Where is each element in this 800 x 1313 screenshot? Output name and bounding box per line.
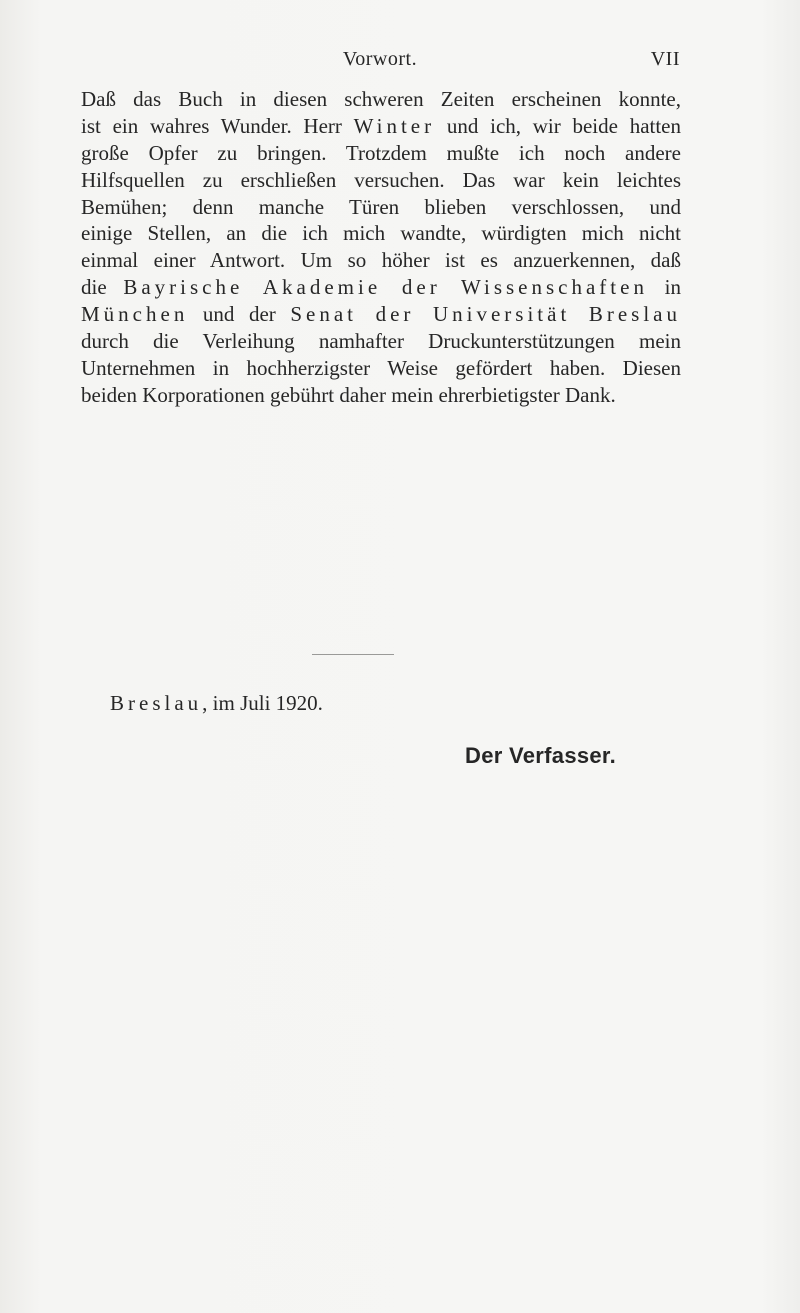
text-line: Bemühen; denn manche Türen blieben verschlossen, und xyxy=(81,194,681,219)
signature: Der Verfasser. xyxy=(465,743,616,768)
page-number: VII xyxy=(650,48,680,70)
text-line: ist ein wahres Wunder. Herr Winter und ich, wir beide hatten xyxy=(81,113,682,138)
text-line: Unternehmen in hochherzigster Weise gefördert haben. Diesen xyxy=(81,355,681,380)
text-line: einmal einer Antwort. Um so höher ist es anzuerkennen, daß xyxy=(81,248,681,273)
divider-rule xyxy=(312,654,394,655)
spaced-name-akademie: Bayrische Akademie der Wissenschaften xyxy=(123,275,648,300)
spaced-name-winter: Winter xyxy=(353,113,436,138)
dateline-place: Breslau xyxy=(110,691,203,715)
text-line: Daß das Buch in diesen schweren Zeiten erscheinen konnte, xyxy=(81,87,681,111)
spaced-name-senat: Senat der Universität Breslau xyxy=(290,302,681,327)
preface-paragraph xyxy=(81,86,681,409)
text-line: durch die Verleihung namhafter Druckunterstützungen mein xyxy=(81,329,681,354)
text-line: einige Stellen, an die ich mich wandte, würdigten mich nicht xyxy=(81,221,681,246)
text-line: beiden Korporationen gebührt daher mein ehrerbietigster Dank. xyxy=(81,382,616,407)
running-head xyxy=(80,48,680,72)
text-line: Hilfsquellen zu erschließen versuchen. Das war kein leichtes xyxy=(81,167,681,192)
dateline xyxy=(110,691,323,716)
text-line: München und der Senat der Universität Breslau xyxy=(81,302,681,327)
spaced-name-muenchen: München xyxy=(81,302,189,327)
dateline-date: , im Juli 1920. xyxy=(202,691,323,715)
running-head-title: Vorwort. xyxy=(342,48,418,70)
text-line: große Opfer zu bringen. Trotzdem mußte ich noch andere xyxy=(81,140,681,165)
text-line: die Bayrische Akademie der Wissenschaften in xyxy=(81,275,681,300)
